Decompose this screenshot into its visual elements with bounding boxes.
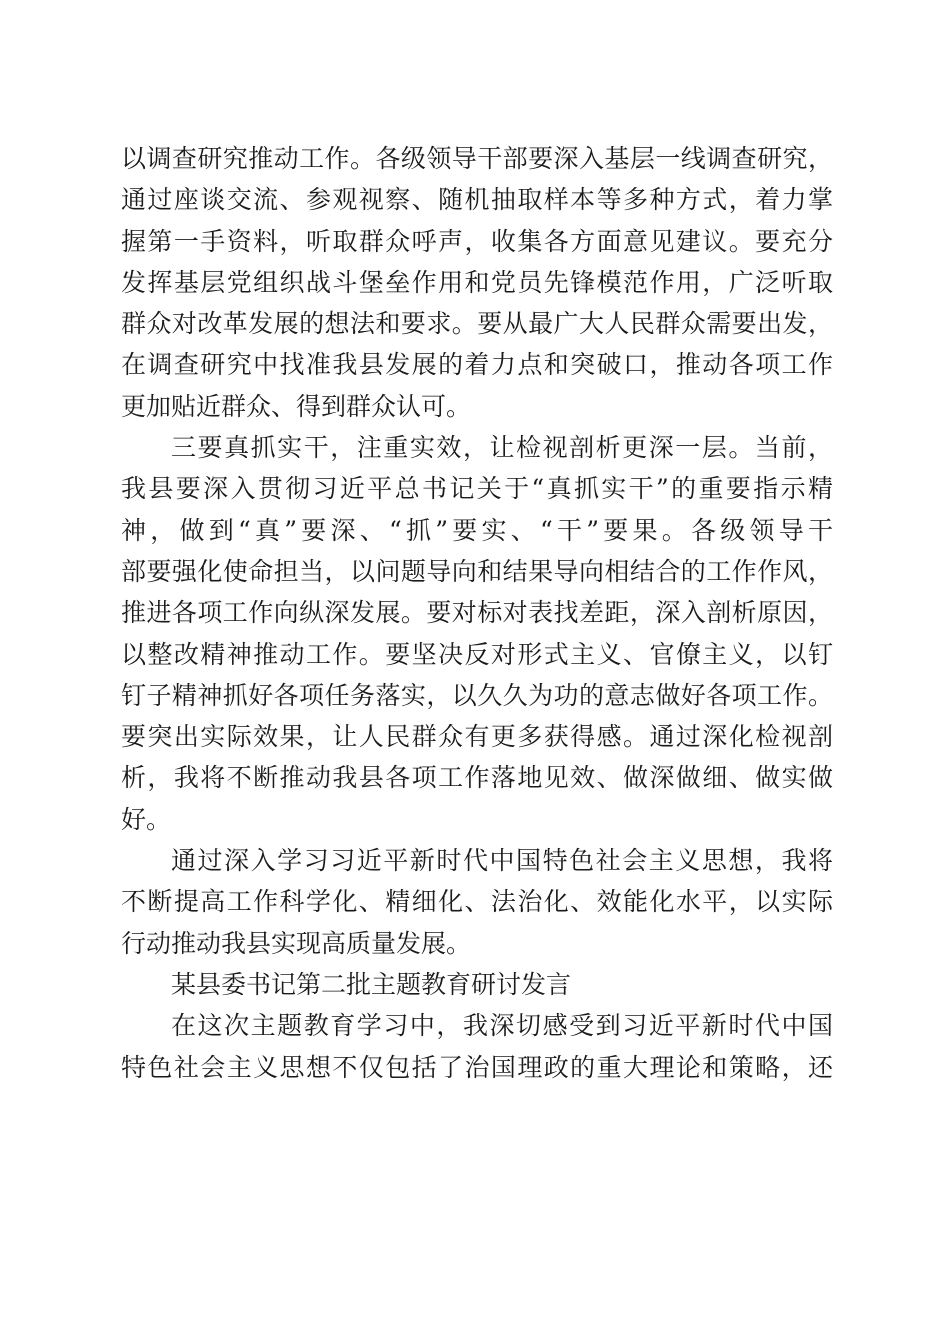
text-line: 神，做到“真”要深、“抓”要实、“干”要果。各级领导干 bbox=[121, 515, 833, 545]
text-line: 更加贴近群众、得到群众认可。 bbox=[121, 391, 472, 421]
text-line: 行动推动我县实现高质量发展。 bbox=[121, 928, 472, 958]
text-line: 要突出实际效果，让人民群众有更多获得感。通过深化检视剖 bbox=[121, 722, 833, 752]
text-line: 以整改精神推动工作。要坚决反对形式主义、官僚主义，以钉 bbox=[121, 639, 833, 669]
text-line: 群众对改革发展的想法和要求。要从最广大人民群众需要出发， bbox=[121, 309, 833, 339]
text-line: 析，我将不断推动我县各项工作落地见效、做深做细、做实做 bbox=[121, 763, 833, 793]
text-line: 我县要深入贯彻习近平总书记关于“真抓实干”的重要指示精 bbox=[121, 474, 833, 504]
text-line: 钉子精神抓好各项任务落实，以久久为功的意志做好各项工作。 bbox=[121, 680, 833, 710]
text-line: 握第一手资料，听取群众呼声，收集各方面意见建议。要充分 bbox=[121, 226, 833, 256]
text-line: 特色社会主义思想不仅包括了治国理政的重大理论和策略，还 bbox=[121, 1052, 833, 1082]
document-body bbox=[121, 138, 833, 1088]
paragraph-start-line: 通过深入学习习近平新时代中国特色社会主义思想，我将 bbox=[171, 846, 833, 876]
paragraph-start-line: 在这次主题教育学习中，我深切感受到习近平新时代中国 bbox=[171, 1011, 833, 1041]
paragraph-start-line: 三要真抓实干，注重实效，让检视剖析更深一层。当前， bbox=[171, 433, 833, 463]
text-line: 在调查研究中找准我县发展的着力点和突破口，推动各项工作 bbox=[121, 350, 833, 380]
section-heading: 某县委书记第二批主题教育研讨发言 bbox=[171, 969, 572, 999]
text-line: 以调查研究推动工作。各级领导干部要深入基层一线调查研究， bbox=[121, 144, 833, 173]
text-line: 不断提高工作科学化、精细化、法治化、效能化水平，以实际 bbox=[121, 887, 833, 917]
text-line: 通过座谈交流、参观视察、随机抽取样本等多种方式，着力掌 bbox=[121, 185, 833, 215]
text-line: 推进各项工作向纵深发展。要对标对表找差距，深入剖析原因， bbox=[121, 598, 833, 628]
text-line: 好。 bbox=[121, 804, 172, 834]
text-line: 部要强化使命担当，以问题导向和结果导向相结合的工作作风， bbox=[121, 556, 833, 586]
text-line: 发挥基层党组织战斗堡垒作用和党员先锋模范作用，广泛听取 bbox=[121, 267, 833, 297]
